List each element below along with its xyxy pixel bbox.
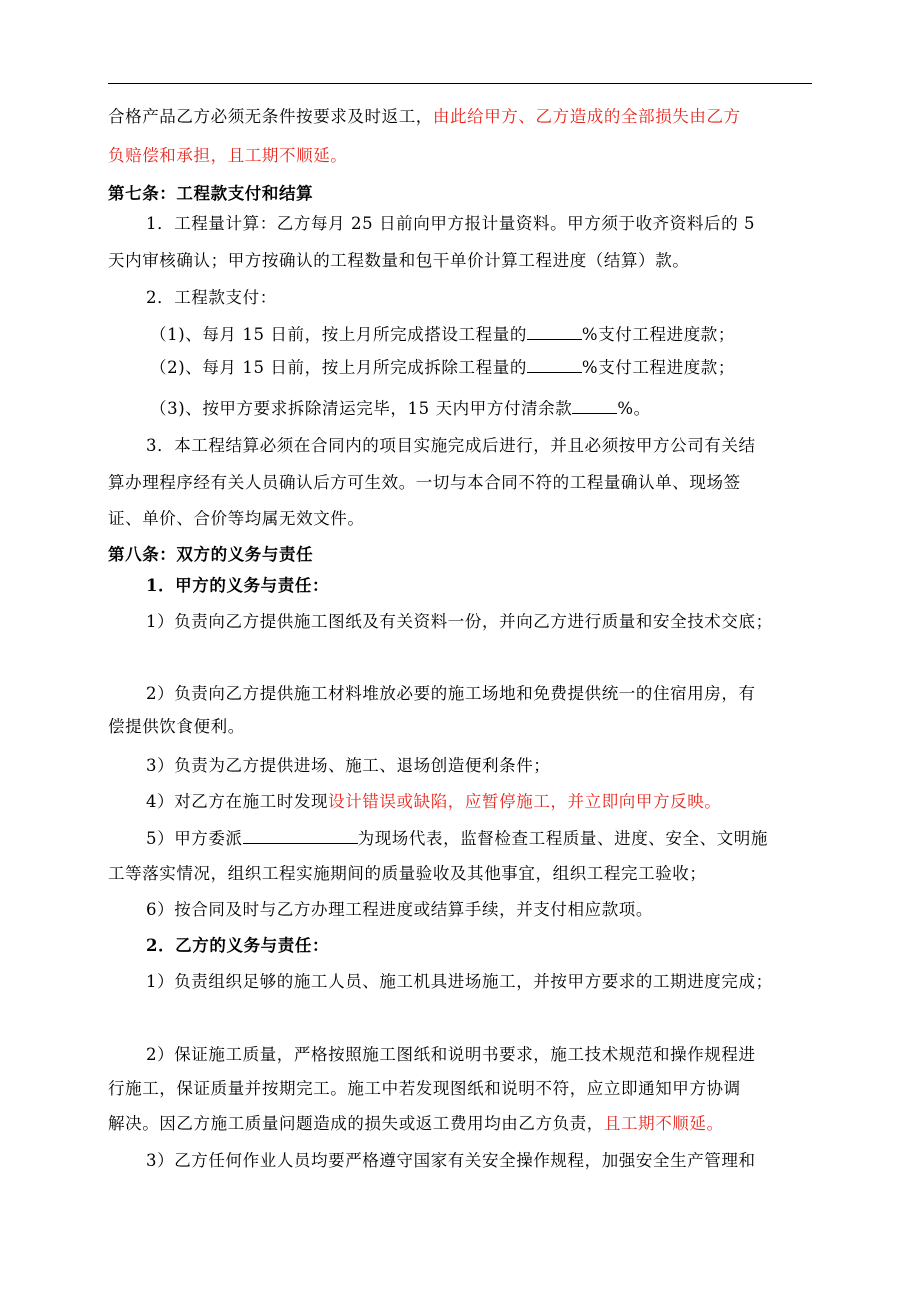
text-line: 2）保证施工质量，严格按照施工图纸和说明书要求，施工技术规范和操作规程进 (146, 1045, 756, 1064)
emphasis-line: 负赔偿和承担，且工期不顺延。 (108, 146, 348, 165)
text-line: 1）负责组织足够的施工人员、施工机具进场施工，并按甲方要求的工期进度完成； (146, 972, 773, 991)
body-text: 合格产品乙方必须无条件按要求及时返工， (108, 107, 433, 126)
representative-blank (243, 827, 358, 844)
fill-blank (527, 323, 582, 340)
text-line: 工等落实情况，组织工程实施期间的质量验收及其他事宜，组织工程完工验收； (108, 864, 707, 883)
body-text: （3)、按甲方要求拆除清运完毕，15 天内甲方付清余款 (150, 399, 573, 418)
text-line (150, 397, 651, 420)
emphasis-text: 且工期不顺延。 (603, 1114, 724, 1133)
emphasis-text: 由此给甲方、乙方造成的全部损失由乙方 (432, 107, 741, 126)
emphasis-text: 设计错误或缺陷，应暂停施工，并立即向甲方反映。 (328, 792, 722, 811)
party-a-title: 1．甲方的义务与责任： (146, 576, 330, 595)
text-line: 3）负责为乙方提供进场、施工、退场创造便利条件； (146, 756, 551, 775)
text-line: 2）负责向乙方提供施工材料堆放必要的施工场地和免费提供统一的住宿用房，有 (146, 684, 756, 703)
body-text: %支付工程进度款； (581, 325, 736, 344)
text-line (108, 1113, 724, 1135)
fill-blank (527, 356, 582, 373)
body-text: 为现场代表，监督检查工程质量、进度、安全、文明施 (357, 829, 769, 848)
text-line: 算办理程序经有关人员确认后方可生效。一切与本合同不符的工程量确认单、现场签 (108, 473, 741, 492)
body-text: （1)、每月 15 日前，按上月所完成搭设工程量的 (150, 325, 527, 344)
text-line (108, 106, 741, 128)
body-text: 4）对乙方在施工时发现 (146, 792, 329, 811)
text-line (146, 827, 768, 850)
body-text: （2)、每月 15 日前，按上月所完成拆除工程量的 (150, 358, 527, 377)
body-text: 5）甲方委派 (146, 829, 243, 848)
text-line: 偿提供饮食便利。 (108, 717, 245, 736)
text-line (150, 323, 735, 346)
text-line: 行施工，保证质量并按期完工。施工中若发现图纸和说明不符，应立即通知甲方协调 (108, 1079, 741, 1098)
text-line: 证、单价、合价等均属无效文件。 (108, 509, 365, 528)
text-line: 1）负责向乙方提供施工图纸及有关资料一份，并向乙方进行质量和安全技术交底； (146, 612, 773, 631)
body-text: 解决。因乙方施工质量问题造成的损失或返工费用均由乙方负责， (108, 1114, 604, 1133)
text-line: 天内审核确认；甲方按确认的工程数量和包干单价计算工程进度（结算）款。 (108, 251, 690, 270)
text-line (150, 356, 735, 379)
text-line: 6）按合同及时与乙方办理工程进度或结算手续，并支付相应款项。 (146, 900, 653, 919)
text-line: 1．工程量计算：乙方每月 25 日前向甲方报计量资料。甲方须于收齐资料后的 5 (146, 214, 756, 233)
text-line: 2．工程款支付： (146, 288, 277, 307)
text-line (146, 791, 721, 813)
article-7-title: 第七条：工程款支付和结算 (108, 184, 314, 203)
header-rule (108, 83, 812, 84)
party-b-title: 2．乙方的义务与责任： (146, 936, 330, 955)
body-text: %支付工程进度款； (581, 358, 736, 377)
text-line: 3）乙方任何作业人员均要严格遵守国家有关安全操作规程，加强安全生产管理和 (146, 1151, 756, 1170)
text-line: 3．本工程结算必须在合同内的项目实施完成后进行，并且必须按甲方公司有关结 (146, 436, 756, 455)
article-8-title: 第八条：双方的义务与责任 (108, 545, 314, 564)
fill-blank (572, 397, 617, 414)
body-text: %。 (617, 399, 651, 418)
